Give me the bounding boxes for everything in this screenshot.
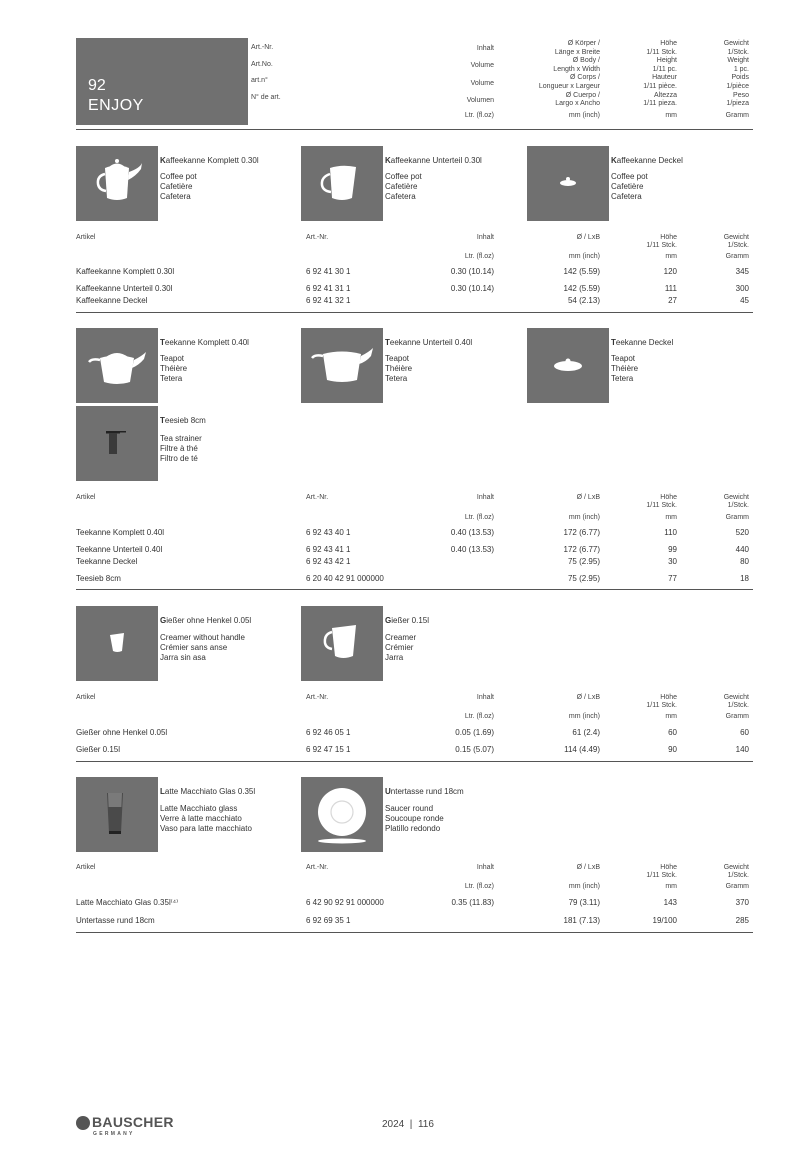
section-divider bbox=[76, 312, 753, 313]
product-translation-en: Saucer round bbox=[385, 804, 434, 813]
header-unit-hoehe: mm bbox=[665, 112, 677, 119]
section-divider bbox=[76, 761, 753, 762]
product-translation-fr: Cafetière bbox=[385, 182, 418, 191]
product-translation-es: Cafetera bbox=[385, 192, 416, 201]
product-translation-es: Vaso para latte macchiato bbox=[160, 824, 252, 833]
saucer-icon bbox=[301, 777, 383, 852]
product-title: Teekanne Komplett 0.40l bbox=[160, 338, 249, 347]
header-gewicht-labels: Gewicht 1/Stck. Weight 1 pc. Poids 1/pièce Peso 1/pieza bbox=[723, 40, 749, 108]
product-title: Gießer ohne Henkel 0.05l bbox=[160, 616, 252, 625]
lid-icon bbox=[527, 146, 609, 221]
coffee-pot-base-icon bbox=[301, 146, 383, 221]
product-translation-en: Coffee pot bbox=[160, 172, 197, 181]
series-title-box bbox=[76, 38, 248, 125]
product-translation-fr: Crémier sans anse bbox=[160, 643, 228, 652]
product-translation-fr: Crémier bbox=[385, 643, 414, 652]
product-translation-en: Teapot bbox=[611, 354, 636, 363]
product-title: Kaffeekanne Deckel bbox=[611, 156, 683, 165]
teapot-lid-icon bbox=[527, 328, 609, 403]
header-divider bbox=[76, 129, 753, 130]
glass-icon bbox=[76, 777, 158, 852]
teapot-icon bbox=[76, 328, 158, 403]
product-translation-en: Creamer without handle bbox=[160, 633, 245, 642]
product-title: Gießer 0.15l bbox=[385, 616, 430, 625]
product-translation-fr: Théière bbox=[611, 364, 639, 373]
brand-country: GERMANY bbox=[93, 1131, 135, 1137]
product-translation-en: Latte Macchiato glass bbox=[160, 804, 238, 813]
product-translation-en: Creamer bbox=[385, 633, 417, 642]
product-translation-en: Tea strainer bbox=[160, 434, 202, 443]
product-translation-fr: Filtre à thé bbox=[160, 444, 198, 453]
product-translation-fr: Soucoupe ronde bbox=[385, 814, 444, 823]
product-translation-fr: Verre à latte macchiato bbox=[160, 814, 242, 823]
product-title: Untertasse rund 18cm bbox=[385, 787, 464, 796]
product-title: Kaffeekanne Unterteil 0.30l bbox=[385, 156, 482, 165]
creamer-no-handle-icon bbox=[76, 606, 158, 681]
product-translation-es: Filtro de té bbox=[160, 454, 198, 463]
header-inhalt-labels: Inhalt Volume Volume Volumen bbox=[466, 45, 494, 105]
product-translation-en: Teapot bbox=[160, 354, 185, 363]
product-translation-es: Cafetera bbox=[611, 192, 642, 201]
header-hoehe-labels: Höhe 1/11 Stck. Height 1/11 pc. Hauteur 1/11 pièce. Altezza 1/11 pieza. bbox=[643, 40, 677, 108]
product-translation-fr: Cafetière bbox=[611, 182, 644, 191]
product-title: Teekanne Deckel bbox=[611, 338, 674, 347]
product-translation-fr: Théière bbox=[160, 364, 188, 373]
product-translation-es: Jarra sin asa bbox=[160, 653, 206, 662]
brand-mark-icon bbox=[76, 1116, 90, 1130]
product-translation-fr: Théière bbox=[385, 364, 413, 373]
page-number: 2024 | 116 bbox=[382, 1119, 434, 1130]
product-title: Teesieb 8cm bbox=[160, 416, 206, 425]
header-artnr-labels: Art.-Nr. Art.No. art.n° N° de art. bbox=[251, 44, 281, 101]
section-divider bbox=[76, 589, 753, 590]
tea-strainer-icon bbox=[76, 406, 158, 481]
product-translation-es: Jarra bbox=[385, 653, 404, 662]
product-translation-es: Cafetera bbox=[160, 192, 191, 201]
product-translation-es: Tetera bbox=[160, 374, 183, 383]
header-unit-dims: mm (inch) bbox=[568, 112, 600, 119]
product-title: Latte Macchiato Glas 0.35l bbox=[160, 787, 256, 796]
series-number: 92 bbox=[88, 77, 106, 94]
product-translation-fr: Cafetière bbox=[160, 182, 193, 191]
header-unit-inhalt: Ltr. (fl.oz) bbox=[464, 112, 494, 119]
coffee-pot-icon bbox=[76, 146, 158, 221]
section-divider bbox=[76, 932, 753, 933]
product-translation-es: Tetera bbox=[611, 374, 634, 383]
product-translation-es: Tetera bbox=[385, 374, 408, 383]
brand-name: BAUSCHER bbox=[92, 1114, 174, 1130]
product-translation-en: Coffee pot bbox=[385, 172, 422, 181]
product-translation-es: Platillo redondo bbox=[385, 824, 441, 833]
product-title: Kaffeekanne Komplett 0.30l bbox=[160, 156, 259, 165]
teapot-base-icon bbox=[301, 328, 383, 403]
header-dims-labels: Ø Körper / Länge x Breite Ø Body / Length x Width Ø Corps / Longueur x Largeur Ø Cuerpo / Largo x Ancho bbox=[538, 40, 600, 108]
product-translation-en: Teapot bbox=[385, 354, 410, 363]
header-unit-gewicht: Gramm bbox=[725, 112, 749, 119]
creamer-icon bbox=[301, 606, 383, 681]
product-title: Teekanne Unterteil 0.40l bbox=[385, 338, 473, 347]
product-translation-en: Coffee pot bbox=[611, 172, 648, 181]
series-name: ENJOY bbox=[88, 97, 144, 114]
